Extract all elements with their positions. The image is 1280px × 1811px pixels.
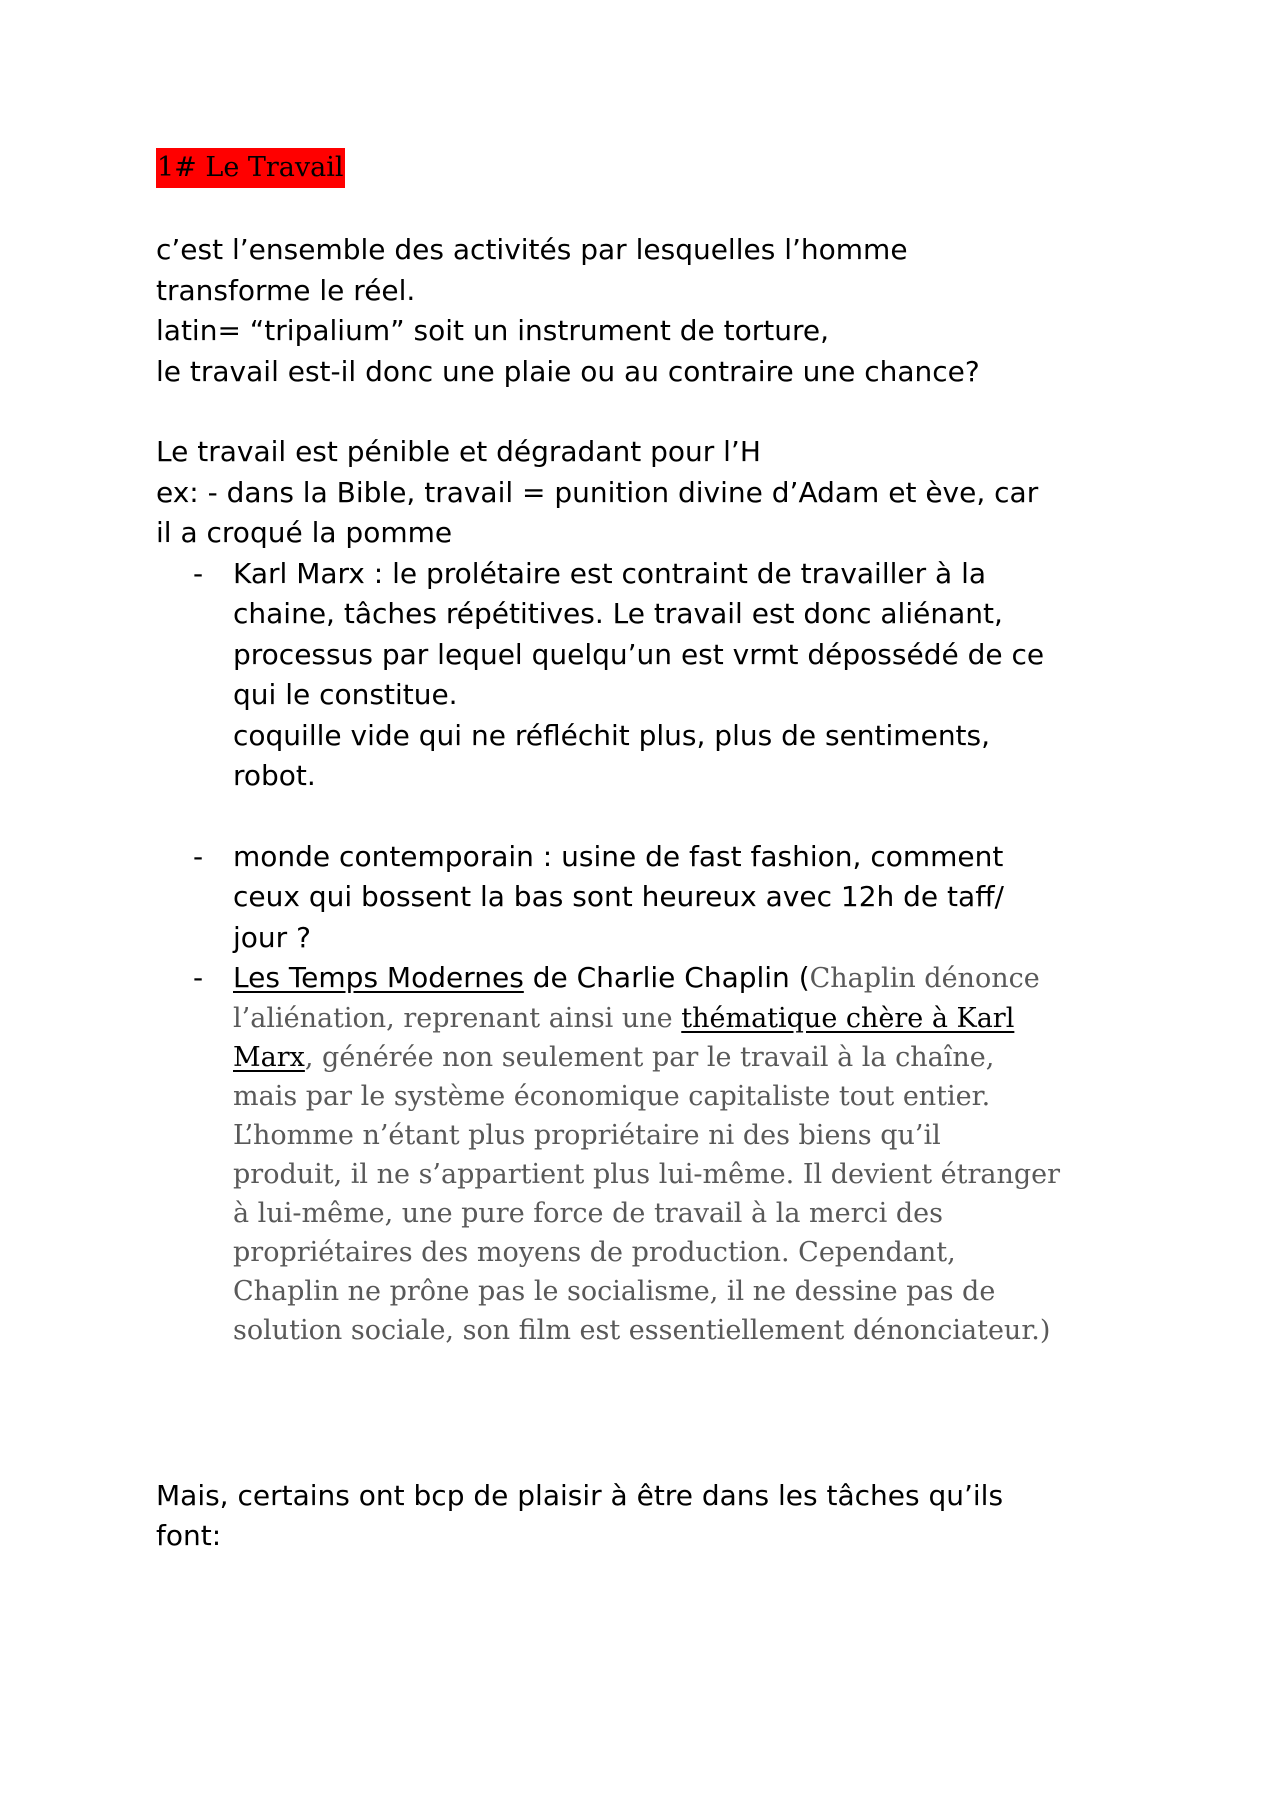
list-spacer bbox=[156, 797, 1136, 837]
quote-line: solution sociale, son film est essentiellement dénonciateur.) bbox=[233, 1314, 1051, 1346]
closing-paragraph bbox=[156, 1476, 1136, 1557]
quote-line: produit, il ne s’appartient plus lui-même. Il devient étranger bbox=[233, 1158, 1061, 1190]
chaplin-quote bbox=[233, 999, 1136, 1350]
text-line: processus par lequel quelqu’un est vrmt dépossédé de ce bbox=[233, 637, 1045, 671]
quote-line bbox=[233, 999, 1136, 1038]
film-credit: de Charlie Chaplin ( bbox=[523, 961, 810, 994]
intro-paragraph bbox=[156, 230, 1136, 392]
film-title-link[interactable]: Les Temps Modernes bbox=[233, 961, 524, 994]
heading-row bbox=[156, 148, 1136, 188]
list-item-chaplin bbox=[156, 958, 1136, 1350]
quote-text: l’aliénation, reprenant ainsi une bbox=[233, 1002, 682, 1034]
text-line: coquille vide qui ne réfléchit plus, plus de sentiments, bbox=[233, 718, 991, 752]
section-paragraph bbox=[156, 432, 1136, 554]
list-bullet: - bbox=[193, 839, 204, 873]
document-body bbox=[156, 148, 1136, 1557]
text-line: jour ? bbox=[233, 920, 311, 954]
quote-line: L’homme n’étant plus propriétaire ni des biens qu’il bbox=[233, 1119, 941, 1151]
text-line: c’est l’ensemble des activités par lesquelles l’homme bbox=[156, 233, 908, 266]
quote-text: , générée non seulement par le travail à la chaîne, bbox=[304, 1041, 995, 1073]
list-bullet: - bbox=[193, 961, 204, 994]
text-line: robot. bbox=[233, 759, 316, 792]
text-line: font: bbox=[156, 1519, 222, 1552]
quote-line: à lui-même, une pure force de travail à la merci des bbox=[233, 1197, 943, 1229]
text-line: Karl Marx : le prolétaire est contraint de travailler à la bbox=[233, 556, 987, 590]
text-line: qui le constitue. bbox=[233, 678, 458, 711]
list-item-marx bbox=[156, 554, 1136, 797]
text-line: Le travail est pénible et dégradant pour l’H bbox=[156, 435, 761, 468]
text-line: chaine, tâches répétitives. Le travail est donc aliénant, bbox=[233, 597, 1003, 630]
chaplin-first-line bbox=[233, 958, 1136, 999]
list-item-contemporain bbox=[156, 837, 1136, 959]
text-line: Mais, certains ont bcp de plaisir à être dans les tâches qu’ils bbox=[156, 1478, 1004, 1512]
quote-start: Chaplin dénonce bbox=[809, 963, 1040, 994]
text-line: ex: - dans la Bible, travail = punition divine d’Adam et ève, car bbox=[156, 475, 1039, 509]
text-line: monde contemporain : usine de fast fashion, comment bbox=[233, 839, 1004, 873]
source-link[interactable]: Marx bbox=[233, 1041, 305, 1073]
quote-line: propriétaires des moyens de production. Cependant, bbox=[233, 1236, 956, 1268]
quote-line bbox=[233, 1038, 1136, 1077]
source-link[interactable]: thématique chère à Karl bbox=[681, 1002, 1015, 1034]
text-line: le travail est-il donc une plaie ou au contraire une chance? bbox=[156, 354, 980, 388]
text-line: il a croqué la pomme bbox=[156, 516, 453, 549]
text-line: latin= “tripalium” soit un instrument de torture, bbox=[156, 314, 830, 347]
text-line: transforme le réel. bbox=[156, 273, 416, 307]
page-title: 1# Le Travail bbox=[156, 148, 345, 188]
quote-line: mais par le système économique capitaliste tout entier. bbox=[233, 1080, 991, 1112]
text-line: ceux qui bossent la bas sont heureux avec 12h de taff/ bbox=[233, 880, 1004, 913]
quote-line: Chaplin ne prône pas le socialisme, il ne dessine pas de bbox=[233, 1275, 996, 1307]
examples-list bbox=[156, 554, 1136, 1350]
list-bullet: - bbox=[193, 556, 204, 590]
